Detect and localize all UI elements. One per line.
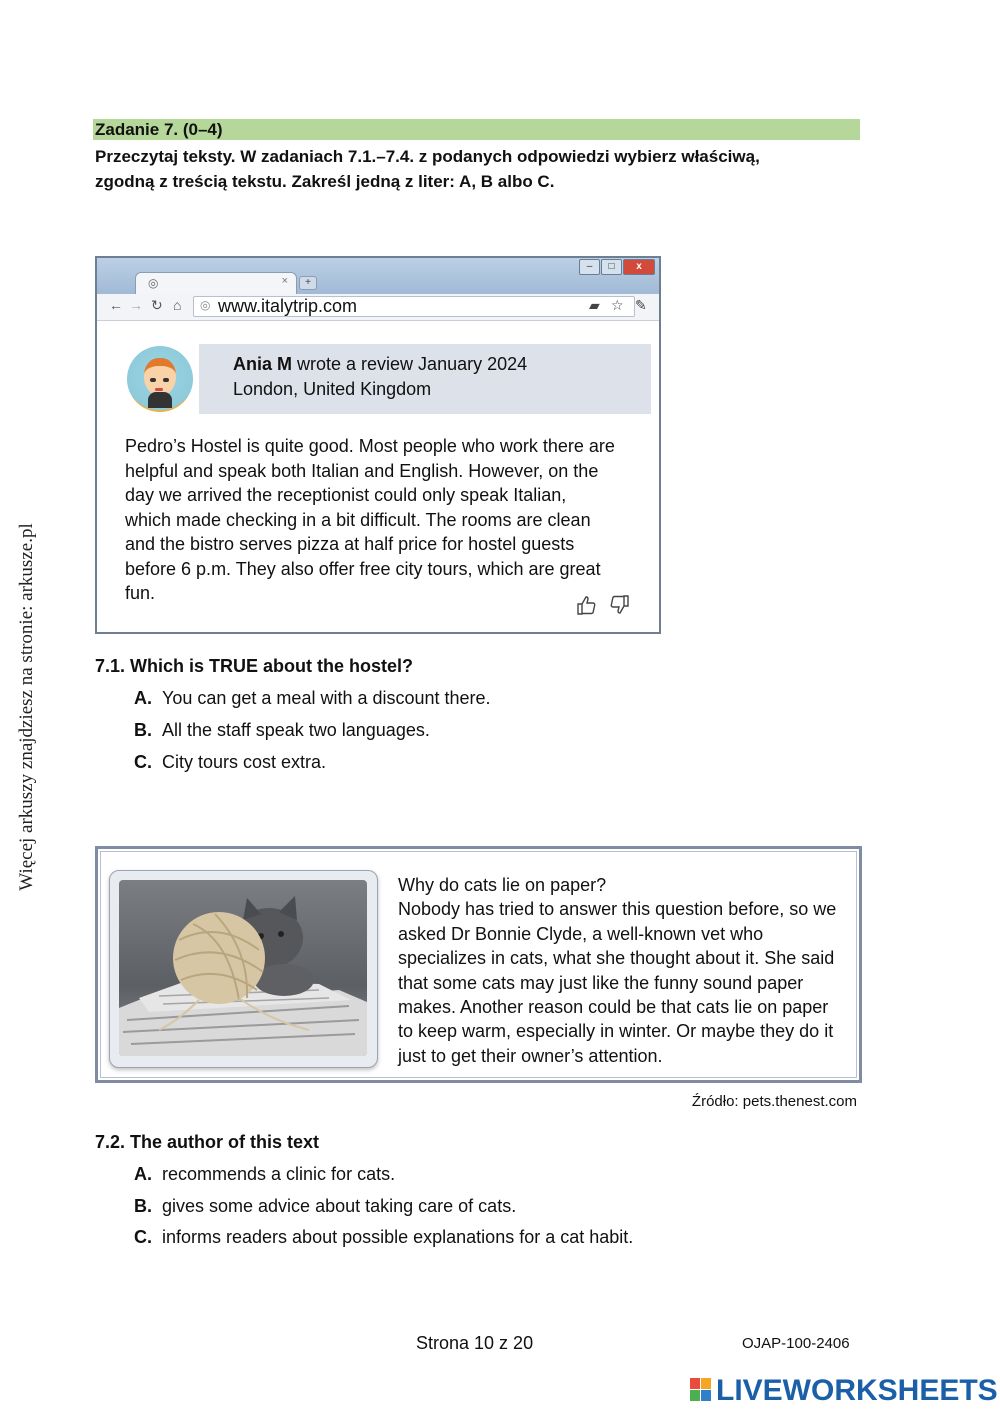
- cat-photo-frame: [109, 870, 378, 1068]
- option-text: All the staff speak two languages.: [162, 720, 430, 740]
- option-text: recommends a clinic for cats.: [162, 1164, 396, 1184]
- review-line: before 6 p.m. They also offer free city tours, which are great: [125, 558, 601, 579]
- option-text: gives some advice about taking care of cats.: [162, 1196, 517, 1216]
- article-line: asked Dr Bonnie Clyde, a well-known vet who: [398, 923, 764, 944]
- cat-article-text: [398, 873, 853, 1068]
- thumbs-down-icon: [609, 594, 631, 622]
- review-line: which made checking in a bit difficult. The rooms are clean: [125, 509, 591, 530]
- task-instructions: [95, 144, 865, 194]
- option-letter: A.: [134, 1164, 152, 1184]
- new-tab-icon: +: [299, 276, 317, 290]
- option-text: City tours cost extra.: [162, 752, 327, 772]
- review-line: day we arrived the receptionist could only speak Italian,: [125, 485, 567, 505]
- question-7-2-option-b[interactable]: [134, 1196, 516, 1217]
- url-text: www.italytrip.com: [218, 296, 358, 316]
- home-icon: ⌂: [173, 297, 182, 313]
- reviewer-avatar: [127, 346, 193, 412]
- article-line: just to get their owner’s attention.: [398, 1045, 663, 1066]
- reviewer-name: Ania M: [233, 354, 293, 374]
- globe-icon: ◎: [148, 276, 159, 290]
- question-7-1-option-c[interactable]: [134, 752, 326, 773]
- option-text: informs readers about possible explanations for a cat habit.: [162, 1227, 634, 1247]
- browser-window: [95, 256, 661, 634]
- close-tab-icon: ×: [281, 275, 288, 287]
- article-line: specializes in cats, what she thought about it. She said: [398, 948, 835, 969]
- maximize-icon: □: [601, 259, 622, 275]
- review-line: fun.: [125, 583, 156, 603]
- browser-tab: [135, 272, 297, 295]
- article-source: Źródło: pets.thenest.com: [691, 1093, 857, 1110]
- exam-code: OJAP-100-2406: [742, 1335, 850, 1352]
- instruction-line-1: Przeczytaj teksty. W zadaniach 7.1.–7.4. z podanych odpowiedzi wybierz właściwą,: [95, 147, 760, 166]
- question-7-1-option-a[interactable]: [134, 688, 491, 709]
- option-text: You can get a meal with a discount there.: [162, 688, 491, 708]
- liveworksheets-text: LIVEWORKSHEETS: [716, 1374, 998, 1407]
- reload-icon: ↻: [151, 297, 163, 313]
- forward-icon: →: [129, 297, 143, 313]
- article-line: makes. Another reason could be that cats lie on paper: [398, 997, 829, 1018]
- option-letter: C.: [134, 752, 152, 772]
- window-controls: [579, 259, 655, 275]
- address-bar: [193, 296, 635, 317]
- question-7-1-option-b[interactable]: [134, 720, 430, 741]
- option-letter: C.: [134, 1227, 152, 1247]
- instruction-line-2: zgodną z treścią tekstu. Zakreśl jedną z liter: A, B albo C.: [95, 172, 555, 191]
- cat-article-box: [95, 846, 862, 1083]
- article-line: Nobody has tried to answer this question before, so we: [398, 899, 837, 920]
- avatar-face: [144, 358, 176, 396]
- cat-photo: [119, 880, 367, 1056]
- task-header: Zadanie 7. (0–4): [93, 119, 860, 140]
- flag-icon: ▰: [589, 297, 600, 313]
- article-line: that some cats may just like the funny sound paper: [398, 972, 804, 993]
- review-text: [125, 434, 640, 606]
- minimize-icon: –: [579, 259, 600, 275]
- article-line: to keep warm, especially in winter. Or maybe they do it: [398, 1021, 834, 1042]
- page-number: Strona 10 z 20: [416, 1333, 534, 1353]
- review-header: [199, 344, 651, 414]
- liveworksheets-logo-icon: [690, 1378, 712, 1402]
- browser-toolbar: [97, 294, 659, 321]
- article-line: Why do cats lie on paper?: [398, 875, 607, 895]
- thumbs-up-icon: [575, 594, 597, 622]
- question-7-2-option-a[interactable]: [134, 1164, 395, 1185]
- browser-titlebar: [97, 258, 659, 296]
- review-meta: wrote a review January 2024: [292, 354, 528, 374]
- option-letter: B.: [134, 720, 152, 740]
- star-icon: ☆: [611, 297, 624, 313]
- review-line: helpful and speak both Italian and English. However, on the: [125, 460, 599, 481]
- reviewer-location: London, United Kingdom: [233, 379, 432, 399]
- option-letter: A.: [134, 688, 152, 708]
- review-line: and the bistro serves pizza at half price for hostel guests: [125, 534, 575, 554]
- liveworksheets-logo[interactable]: [690, 1374, 998, 1408]
- question-7-2-title: 7.2. The author of this text: [95, 1132, 320, 1152]
- close-window-icon: x: [623, 259, 655, 275]
- question-7-1-title: 7.1. Which is TRUE about the hostel?: [95, 656, 414, 676]
- option-letter: B.: [134, 1196, 152, 1216]
- review-author-line: [233, 354, 527, 375]
- back-icon: ←: [109, 297, 123, 313]
- site-icon: ◎: [200, 298, 211, 312]
- vertical-sidebar-text: Więcej arkuszy znajdziesz na stronie: arkusze.pl: [16, 523, 37, 891]
- wrench-icon: ✎: [635, 297, 647, 313]
- question-7-2-option-c[interactable]: [134, 1227, 633, 1248]
- review-line: Pedro’s Hostel is quite good. Most people who work there are: [125, 436, 615, 456]
